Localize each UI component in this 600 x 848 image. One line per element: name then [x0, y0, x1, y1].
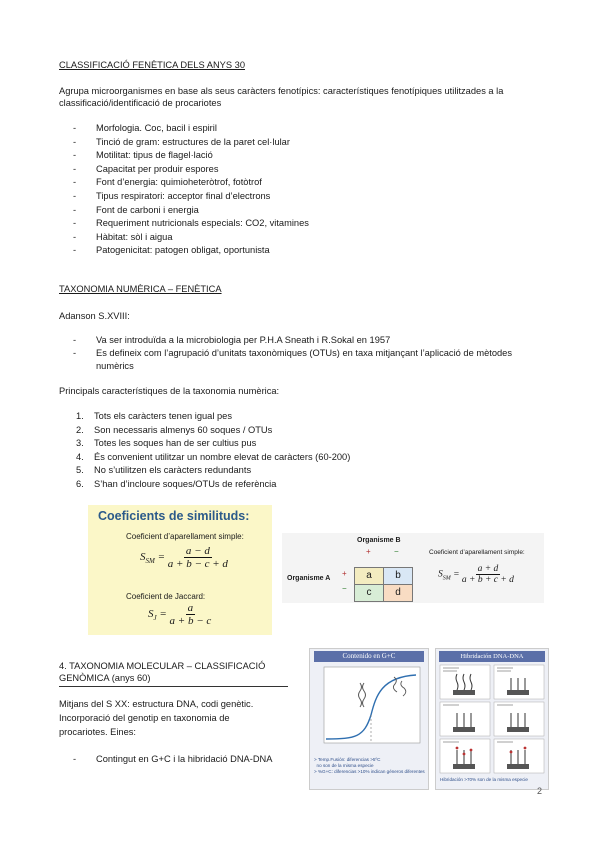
coef-title: Coeficients de similituds: — [98, 509, 250, 523]
item-number: 2. — [76, 424, 84, 435]
principals-label: Principals característiques de la taxonomia numèrica: — [59, 386, 280, 396]
gc-title: Contenido en G+C — [314, 651, 424, 662]
intro-line-1: Agrupa microorganismes en base als seus caràcters fenotípics: característiques fenotípiques utilitzades a la — [59, 86, 504, 96]
matrix-cell-d: d — [383, 584, 413, 602]
list-item-text: Contingut en G+C i la hibridació DNA-DNA — [96, 754, 273, 764]
para-line: Incorporació del genotip en taxonomia de — [59, 713, 230, 723]
intro-line-2: classificació/identificació de procariotes — [59, 98, 222, 109]
minus-b: − — [394, 547, 399, 556]
item-text: Totes les soques han de ser cultius pus — [94, 438, 257, 449]
jaccard-label: Coeficient de Jaccard: — [126, 592, 206, 601]
section4-heading-line2: GENÒMICA (anys 60) — [59, 673, 151, 683]
list-item-text: Morfologia. Coc, bacil i espiril — [96, 123, 217, 133]
item-text: No s’utilitzen els caràcters redundants — [94, 465, 252, 476]
gc-content-figure — [309, 648, 429, 790]
para-line: procariotes. Eines: — [59, 727, 136, 737]
section4-heading-line1: 4. TAXONOMIA MOLECULAR – CLASSIFICACIÓ — [59, 661, 266, 671]
item-number: 1. — [76, 411, 84, 421]
section1-heading: CLASSIFICACIÓ FENÈTICA DELS ANYS 30 — [59, 60, 245, 70]
coefficients-figure — [88, 505, 272, 635]
section4-heading — [59, 660, 288, 687]
list-item-text: Font d’energia: quimioheteròtrof, fotòtrof — [96, 177, 262, 188]
adanson-label: Adanson S.XVIII: — [59, 311, 130, 321]
minus-a: − — [342, 584, 347, 593]
item-text: Son necessaris almenys 60 soques / OTUs — [94, 424, 273, 435]
list-item-text-cont: numèrics — [96, 361, 134, 371]
plus-b: + — [366, 547, 371, 556]
section4-paragraph — [59, 697, 288, 739]
ssm-formula: $S_{SM}$ = $\frac{a - d}{a + b - c + d}$ — [140, 545, 228, 570]
melting-curve-graph — [316, 665, 424, 753]
item-number: 6. — [76, 479, 84, 489]
simple-coef-label: Coeficient d’aparellament simple: — [126, 532, 244, 541]
matrix-formula: $S_{SM}$ = $\frac{a + d}{a + b + c + d}$ — [438, 564, 514, 585]
hybridization-steps-diagram — [439, 664, 545, 774]
list-item-text: Tipus respiratori: acceptor final d’electrons — [96, 191, 271, 201]
hyb-footer: Hibridación >70% son de la misma especie — [440, 777, 528, 782]
item-text: Tots els caràcters tenen igual pes — [94, 411, 232, 421]
matrix-formula-label: Coeficient d’aparellament simple: — [429, 549, 525, 556]
para-line: Mitjans del S XX: estructura DNA, codi genètic. — [59, 699, 254, 709]
gc-footer: > Temp.Fusión: diferencias >5ºC no son de la misma especie > %G+C: diferencias >10% indican géneros diferentes — [314, 757, 425, 774]
list-item-text: Font de carboni i energia — [96, 204, 199, 215]
list-item-text: Requeriment nutricionals especials: CO2, vitamines — [96, 218, 309, 229]
sj-formula: $S_J$ = $\frac{a}{a + b - c}$ — [148, 602, 212, 627]
item-number: 5. — [76, 465, 84, 476]
list-item-text: Es defineix com l’agrupació d’unitats taxonòmiques (OTUs) en taxa mitjançant l’aplicació de mètodes — [96, 348, 512, 358]
dna-hybridization-figure — [435, 648, 549, 790]
list-item-text: Capacitat per produir espores — [96, 163, 219, 174]
page-number: 2 — [536, 786, 542, 796]
item-text: És convenient utilitzar un nombre elevat de caràcters (60-200) — [94, 451, 351, 462]
list-item-text: Hàbitat: sòl i aigua — [96, 231, 173, 242]
matrix-figure — [282, 533, 544, 603]
list-item-text: Motilitat: tipus de flagel·lació — [96, 150, 213, 161]
plus-a: + — [342, 569, 347, 578]
list-item-text: Tinció de gram: estructures de la paret cel·lular — [96, 136, 290, 147]
hyb-title: Hibridación DNA-DNA — [439, 651, 545, 662]
section2-heading: TAXONOMIA NUMÈRICA – FENÈTICA — [59, 284, 222, 294]
matrix-cell-b: b — [383, 567, 413, 585]
matrix-cell-a: a — [354, 567, 384, 585]
matrix-cell-c: c — [354, 584, 384, 602]
item-number: 3. — [76, 438, 84, 449]
list-item-text: Va ser introduïda a la microbiologia per P.H.A Sneath i R.Sokal en 1957 — [96, 335, 391, 345]
list-item-text: Patogenicitat: patogen obligat, oportunista — [96, 245, 270, 256]
section1-intro — [59, 85, 503, 110]
org-a-label: Organisme A — [287, 575, 331, 582]
item-number: 4. — [76, 451, 84, 462]
org-b-label: Organisme B — [357, 537, 401, 544]
item-text: S’han d’incloure soques/OTUs de referència — [94, 479, 277, 489]
